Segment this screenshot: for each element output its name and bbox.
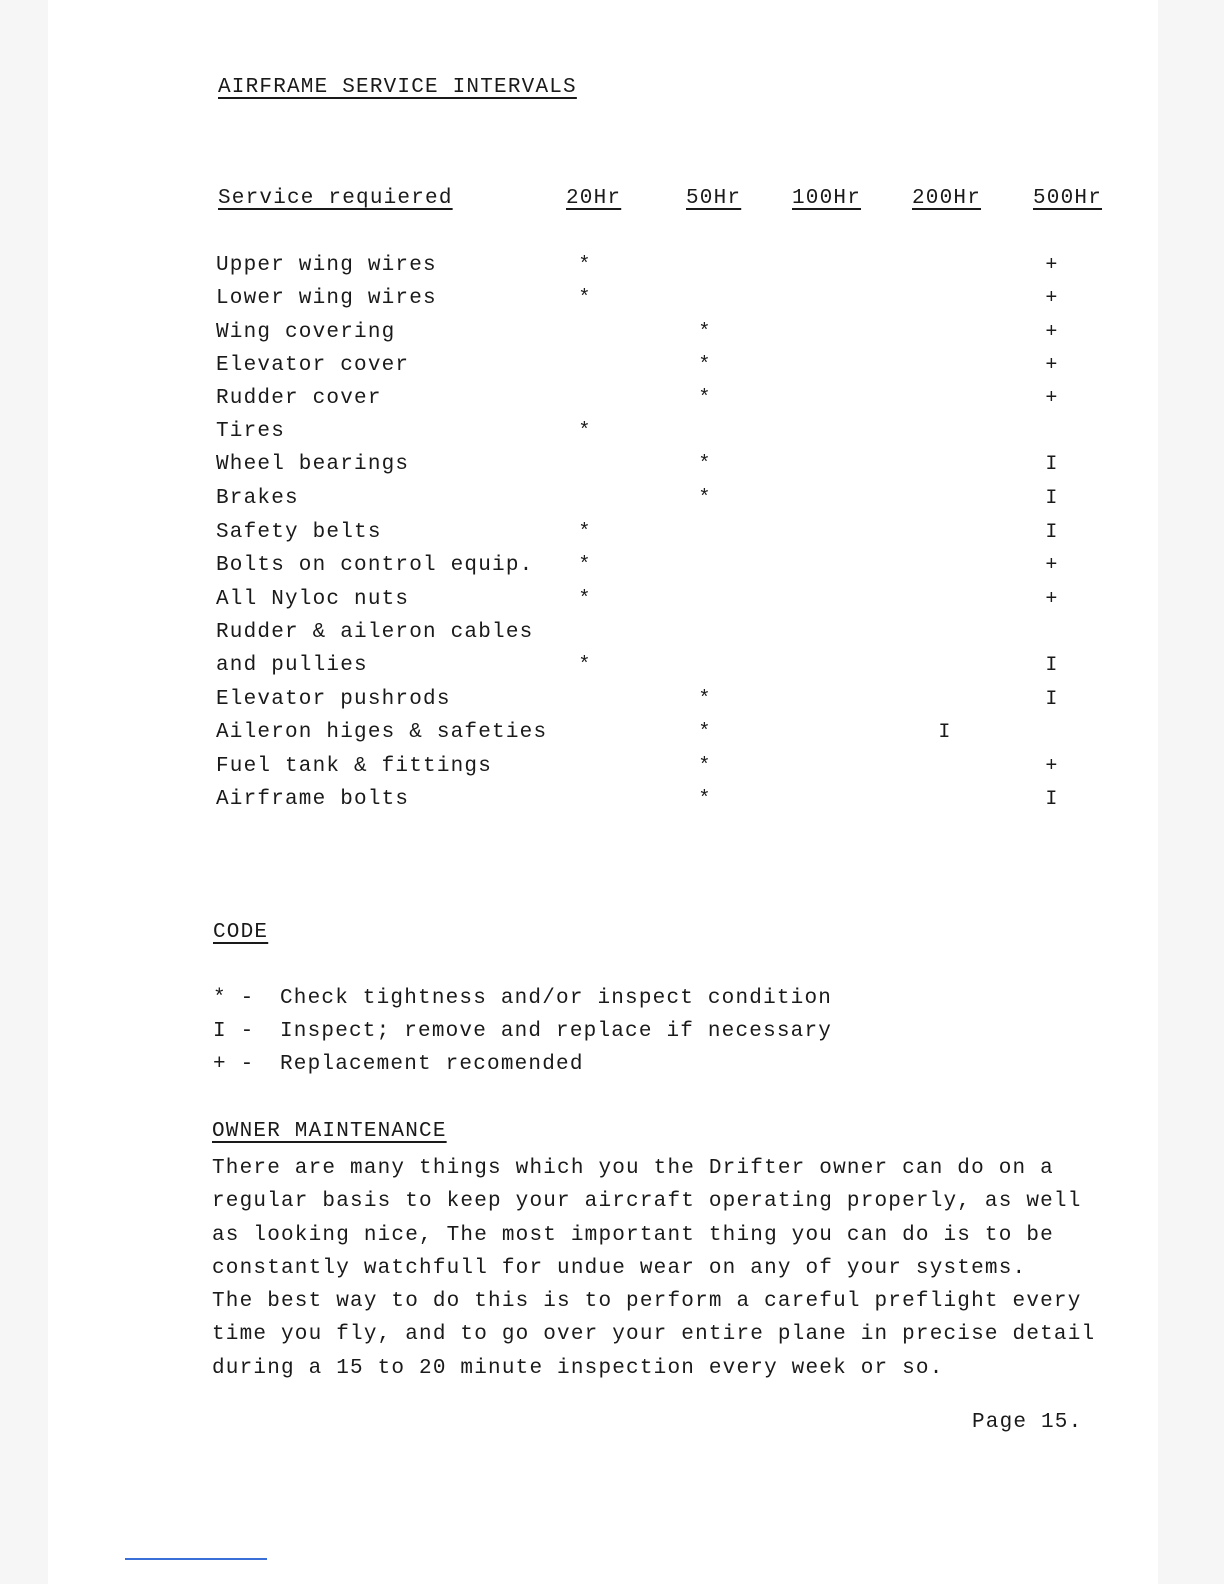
header-20hr: 20Hr: [566, 187, 622, 210]
header-500hr: 500Hr: [1033, 187, 1103, 210]
mark-20hr: *: [578, 521, 592, 544]
row-label: Brakes: [216, 487, 299, 510]
mark-20hr: *: [578, 654, 592, 677]
row-label: All Nyloc nuts: [216, 588, 410, 611]
code-text: Replacement recomended: [280, 1053, 584, 1076]
paragraph-line: There are many things which you the Drifter owner can do on a: [212, 1157, 1054, 1180]
footer-rule: [125, 1558, 267, 1560]
mark-50hr: *: [698, 755, 712, 778]
header-200hr: 200Hr: [912, 187, 982, 210]
mark-500hr: I: [1045, 688, 1059, 711]
code-symbol: I -: [213, 1020, 255, 1043]
row-label: Wing covering: [216, 321, 396, 344]
mark-20hr: *: [578, 554, 592, 577]
mark-500hr: +: [1045, 254, 1059, 277]
mark-500hr: I: [1045, 453, 1059, 476]
mark-20hr: *: [578, 420, 592, 443]
row-label: Lower wing wires: [216, 287, 437, 310]
mark-500hr: +: [1045, 321, 1059, 344]
code-symbol: * -: [213, 987, 255, 1010]
mark-50hr: *: [698, 721, 712, 744]
row-label: Rudder cover: [216, 387, 382, 410]
mark-500hr: I: [1045, 654, 1059, 677]
paragraph-line: during a 15 to 20 minute inspection every week or so.: [212, 1356, 944, 1380]
row-label: Upper wing wires: [216, 254, 437, 277]
row-label: Tires: [216, 420, 286, 443]
page-number: Page 15.: [972, 1411, 1083, 1434]
header-50hr: 50Hr: [686, 187, 742, 210]
paragraph-line: time you fly, and to go over your entire plane in precise detail: [212, 1323, 1096, 1347]
row-label: Elevator cover: [216, 354, 410, 377]
header-service: Service requiered: [218, 187, 453, 210]
mark-500hr: +: [1045, 588, 1059, 611]
row-label: Rudder & aileron cables: [216, 621, 534, 644]
mark-50hr: *: [698, 387, 712, 410]
code-text: Inspect; remove and replace if necessary: [280, 1020, 833, 1043]
code-text: Check tightness and/or inspect condition: [280, 987, 833, 1010]
mark-50hr: *: [698, 487, 712, 510]
paragraph-line: regular basis to keep your aircraft operating properly, as well: [212, 1190, 1082, 1214]
mark-500hr: I: [1045, 521, 1059, 544]
mark-500hr: +: [1045, 755, 1059, 778]
row-label: Wheel bearings: [216, 453, 410, 476]
mark-50hr: *: [698, 453, 712, 476]
header-100hr: 100Hr: [792, 187, 862, 210]
paragraph-line: constantly watchfull for undue wear on any of your systems.: [212, 1256, 1027, 1280]
page-title: AIRFRAME SERVICE INTERVALS: [218, 76, 577, 99]
owner-maintenance-title: OWNER MAINTENANCE: [212, 1120, 447, 1143]
row-label: Elevator pushrods: [216, 688, 451, 711]
row-label: Fuel tank & fittings: [216, 755, 493, 778]
mark-200hr: I: [938, 721, 952, 744]
mark-500hr: +: [1045, 387, 1059, 410]
mark-50hr: *: [698, 354, 712, 377]
row-label: Safety belts: [216, 521, 382, 544]
owner-maintenance-paragraph: [212, 1152, 1112, 1385]
mark-20hr: *: [578, 588, 592, 611]
row-label: Aileron higes & safeties: [216, 721, 548, 744]
row-label: Airframe bolts: [216, 788, 410, 811]
code-symbol: + -: [213, 1053, 255, 1076]
row-label: Bolts on control equip.: [216, 554, 534, 577]
paragraph-line: The best way to do this is to perform a careful preflight every: [212, 1290, 1082, 1314]
mark-500hr: I: [1045, 788, 1059, 811]
mark-50hr: *: [698, 688, 712, 711]
mark-500hr: I: [1045, 487, 1059, 510]
mark-50hr: *: [698, 788, 712, 811]
mark-20hr: *: [578, 254, 592, 277]
paragraph-line: as looking nice, The most important thing you can do is to be: [212, 1223, 1054, 1247]
row-label: and pullies: [216, 654, 368, 677]
mark-500hr: +: [1045, 354, 1059, 377]
mark-500hr: +: [1045, 287, 1059, 310]
mark-50hr: *: [698, 321, 712, 344]
mark-20hr: *: [578, 287, 592, 310]
mark-500hr: +: [1045, 554, 1059, 577]
code-title: CODE: [213, 921, 269, 944]
